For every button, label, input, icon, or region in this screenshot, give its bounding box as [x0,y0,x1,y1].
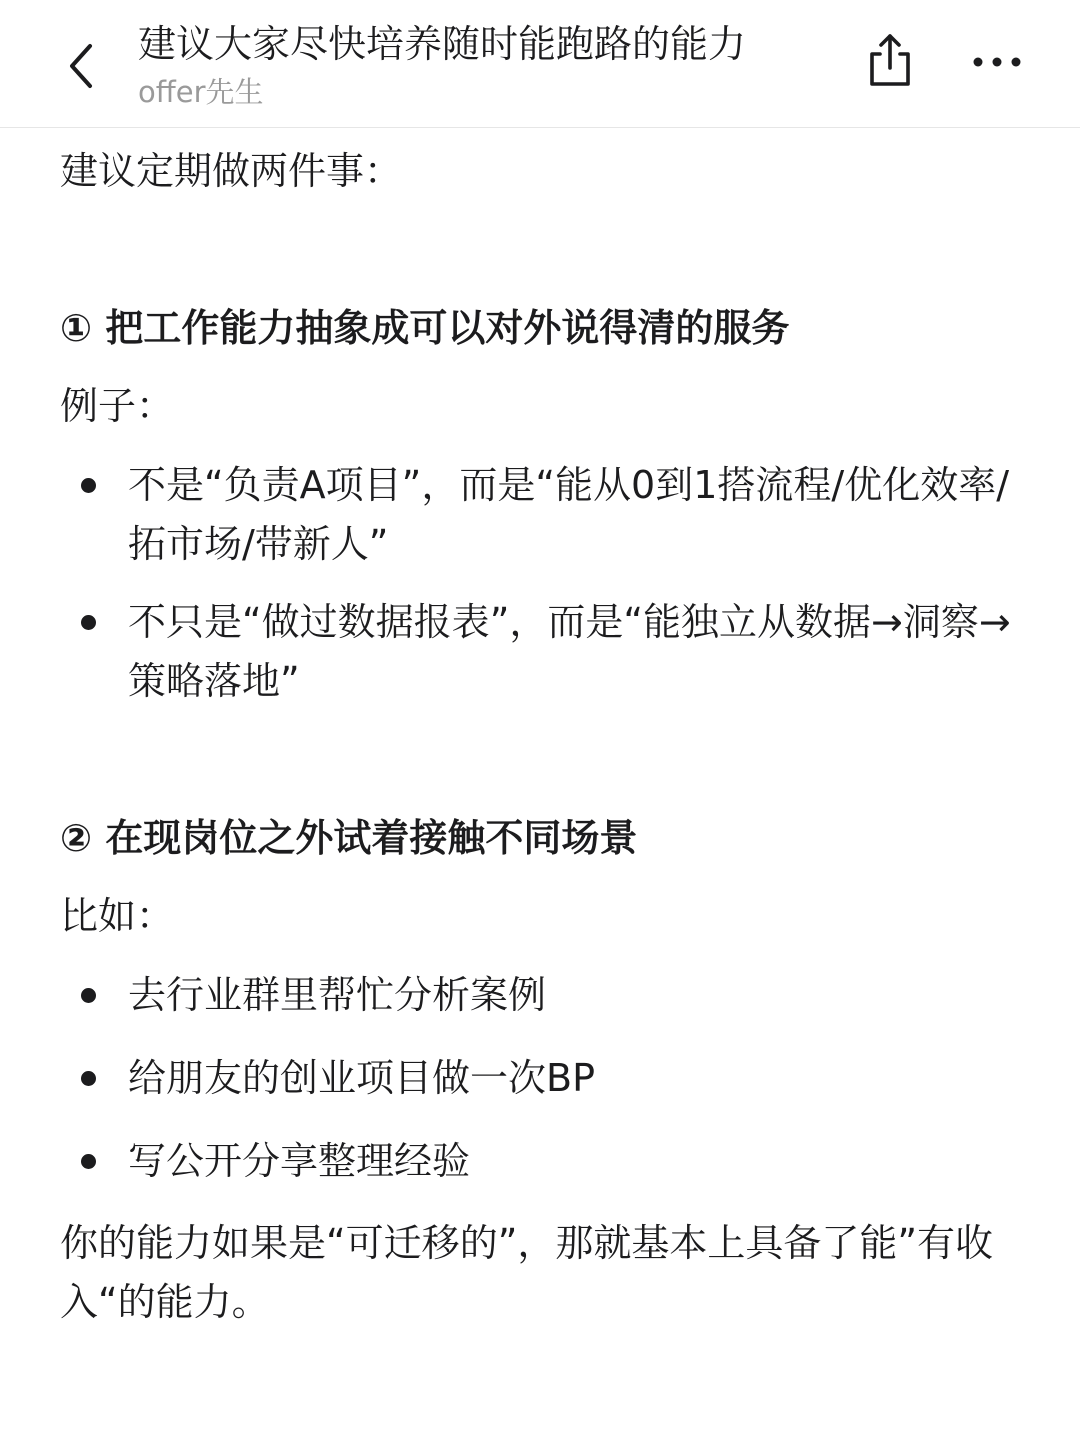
bullet-dot [81,1071,96,1086]
page-title: 建议大家尽快培养随时能跑路的能力 [138,22,747,66]
intro-text: 建议定期做两件事： [60,149,403,193]
nav-header [0,0,1080,128]
section-1-label: 例子： [60,384,175,428]
section-2-heading: ② 在现岗位之外试着接触不同场景 [60,816,638,860]
list-item-text: 不只是“做过数据报表”，而是“能独立从数据→洞察→策略落地” [128,600,1011,703]
bullet-dot [81,1154,96,1169]
bullet-dot [81,988,96,1003]
bullet-dot [81,478,96,493]
author-name[interactable]: offer先生 [138,75,264,109]
section-2-label: 比如： [60,894,175,938]
share-button[interactable] [862,30,918,90]
more-horizontal-icon [966,44,1028,80]
conclusion-text: 你的能力如果是“可迁移的”，那就基本上具备了能”有收入“的能力。 [60,1221,994,1324]
chevron-left-icon [58,38,108,94]
list-item-text: 去行业群里帮忙分析案例 [128,973,547,1017]
section-1-heading: ① 把工作能力抽象成可以对外说得清的服务 [60,306,790,350]
bullet-dot [81,615,96,630]
more-button[interactable] [966,44,1028,80]
back-button[interactable] [58,38,108,94]
list-item-text: 给朋友的创业项目做一次BP [128,1056,595,1100]
list-item-text: 写公开分享整理经验 [128,1139,471,1183]
share-icon [862,30,918,90]
list-item-text: 不是“负责A项目”，而是“能从0到1搭流程/优化效率/拓市场/带新人” [128,463,1010,566]
